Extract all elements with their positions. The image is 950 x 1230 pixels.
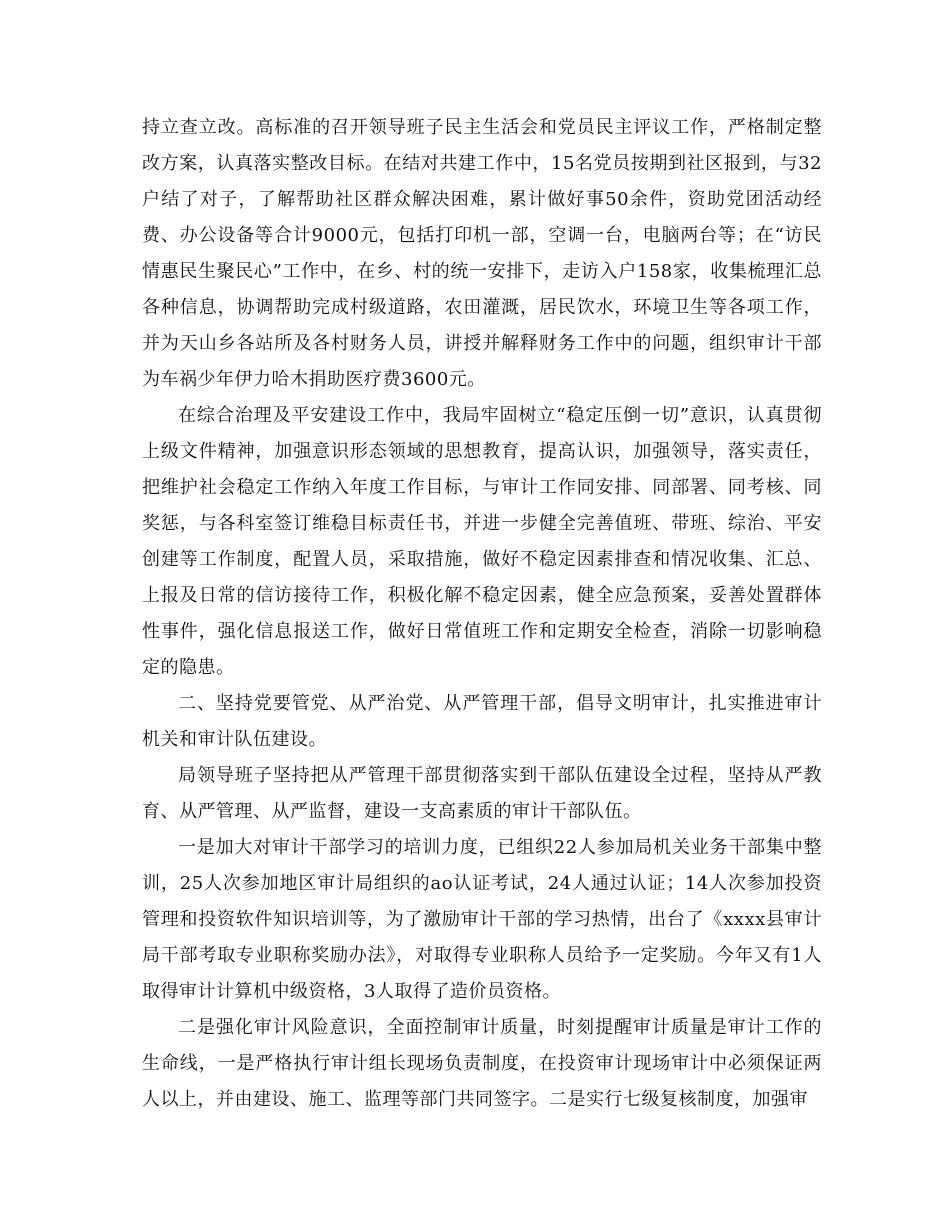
paragraph-stability-work: 在综合治理及平安建设工作中，我局牢固树立“稳定压倒一切”意识，认真贯彻上级文件精神，加强意识形态领域的思想教育，提高认识，加强领导，落实责任，把维护社会稳定工作纳入年度工作目标，与审计工作同安排、同部署、同考核、同奖惩，与各科室签订维稳目标责任书，并进一步健全完善值班、带班、综治、平安创建等工作制度，配置人员，采取措施，做好不稳定因素排查和情况收集、汇总、上报及日常的信访接待工作，积极化解不稳定因素，健全应急预案，妥善处置群体性事件，强化信息报送工作，做好日常值班工作和定期安全检查，消除一切影响稳定的隐患。	[142, 405, 822, 678]
paragraph-continuation: 持立查立改。高标准的召开领导班子民主生活会和党员民主评议工作，严格制定整改方案，认真落实整改目标。在结对共建工作中，15名党员按期到社区报到，与32户结了对子，了解帮助社区群众解决困难，累计做好事50余件，资助党团活动经费、办公设备等合计9000元，包括打印机一部，空调一台，电脑两台等；在“访民情惠民生聚民心”工作中，在乡、村的统一安排下，走访入户158家，收集梳理汇总各种信息，协调帮助完成村级道路，农田灌溉，居民饮水，环境卫生等各项工作，并为天山乡各站所及各村财务人员，讲授并解释财务工作中的问题，组织审计干部为车祸少年伊力哈木捐助医疗费3600元。	[142, 117, 822, 390]
paragraph-strict-management: 局领导班子坚持把从严管理干部贯彻落实到干部队伍建设全过程，坚持从严教育、从严管理、从严监督，建设一支高素质的审计干部队伍。	[142, 765, 822, 822]
document-body	[142, 110, 822, 1118]
paragraph-training: 一是加大对审计干部学习的培训力度，已组织22人参加局机关业务干部集中整训，25人次参加地区审计局组织的ao认证考试，24人通过认证；14人次参加投资管理和投资软件知识培训等，为了激励审计干部的学习热情，出台了《xxxx县审计局干部考取专业职称奖励办法》，对取得专业职称人员给予一定奖励。今年又有1人取得审计计算机中级资格，3人取得了造价员资格。	[142, 837, 822, 1002]
section-heading-two: 二、坚持党要管党、从严治党、从严管理干部，倡导文明审计，扎实推进审计机关和审计队伍建设。	[142, 693, 822, 750]
paragraph-audit-risk: 二是强化审计风险意识，全面控制审计质量，时刻提醒审计质量是审计工作的生命线，一是严格执行审计组长现场负责制度，在投资审计现场审计中必须保证两人以上，并由建设、施工、监理等部门共同签字。二是实行七级复核制度，加强审	[142, 1017, 822, 1110]
